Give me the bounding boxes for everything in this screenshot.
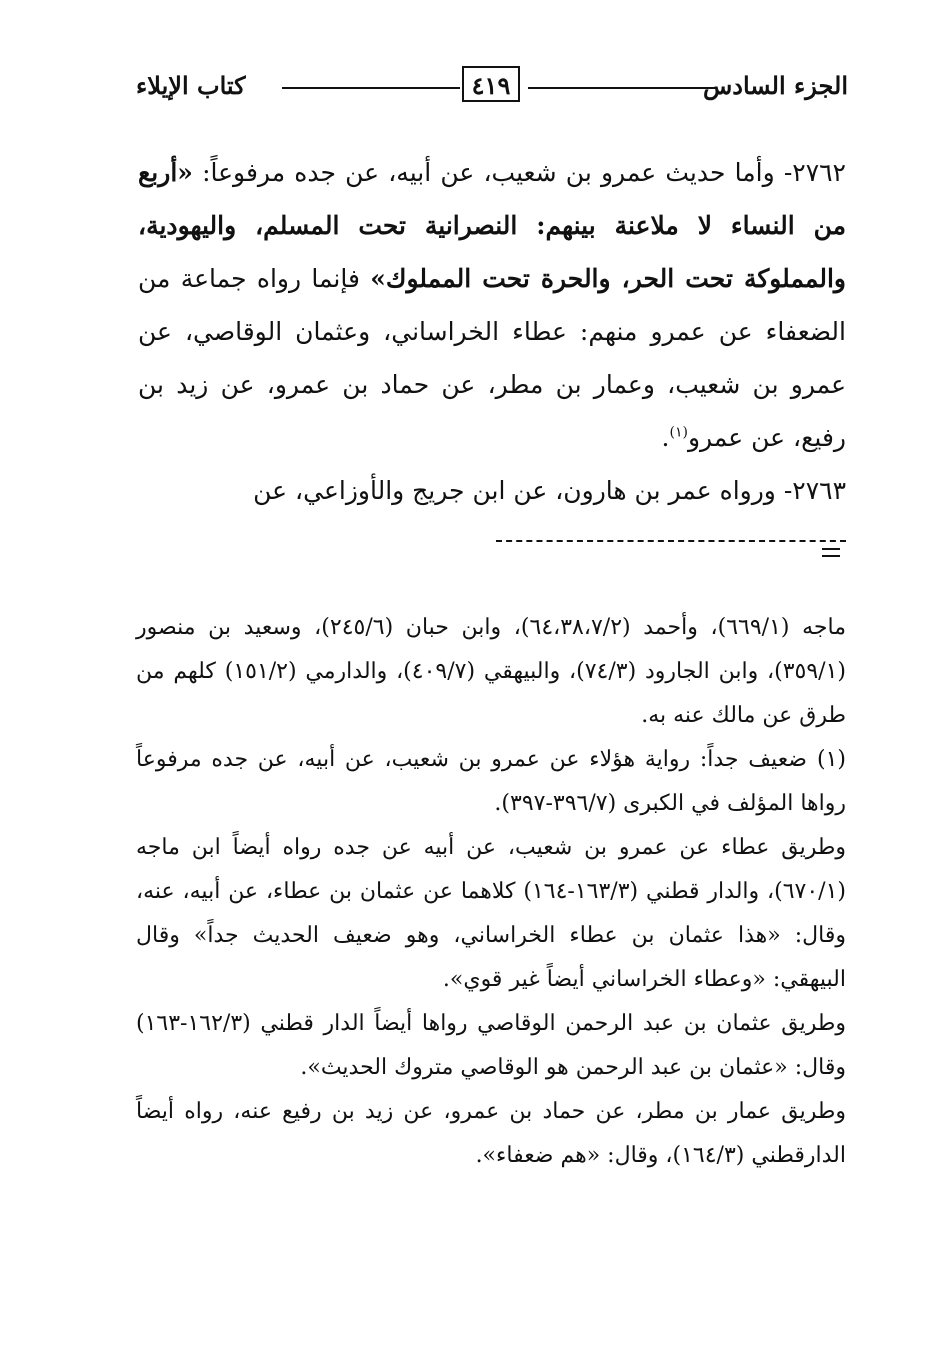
page-number: ٤١٩ [462,66,520,102]
footnote-uthman-route: وطريق عثمان بن عبد الرحمن الوقاصي رواها أيضاً الدار قطني (١٦٢/٣-١٦٣) وقال: «عثمان بن عبد الرحمن هو الوقاصي متروك الحديث». [136,1011,846,1080]
hadith-number: ٢٧٦٣- [783,476,846,505]
hadith-intro: وأما حديث عمرو بن شعيب، عن أبيه، عن جده مرفوعاً: [202,158,775,187]
header-rule-right [528,87,716,89]
header-rule-left [282,87,460,89]
main-text [138,146,846,517]
footnote-reference[interactable]: (١) [669,424,688,441]
footnote-ammar-route: وطريق عمار بن مطر، عن حماد بن عمرو، عن زيد بن رفيع عنه، رواه أيضاً الدارقطني (١٦٤/٣)، وقال: «هم ضعفاء». [136,1099,846,1168]
footnote-label: (١) [816,747,846,772]
hadith-number: ٢٧٦٢- [783,158,846,187]
hadith-commentary: فإنما رواه جماعة من الضعفاء عن عمرو منهم: عطاء الخراساني، وعثمان الوقاصي، عن عمرو بن شعيب، وعمار بن مطر، عن حماد بن عمرو، عن زيد بن رفيع، عن عمرو [138,264,846,452]
hadith-quote: «أربع من النساء لا ملاعنة بينهم: النصرانية تحت المسلم، واليهودية، والمملوكة تحت الحر، والحرة تحت المملوك» [138,158,846,293]
chapter-title: كتاب الإيلاء [136,71,246,100]
part-title: الجزء السادس [702,71,848,100]
hadith-paragraph-2763 [138,464,846,517]
continuation-line [822,555,840,557]
continuation-mark [822,548,842,562]
continuation-line [822,548,840,550]
footnote-text: ضعيف جداً: رواية هؤلاء عن عمرو بن شعيب، عن أبيه، عن جده مرفوعاً رواها المؤلف في الكبرى (٣٩٦/٧-٣٩٧). [136,747,846,816]
sentence-end: . [661,423,670,452]
hadith-text: ورواه عمر بن هارون، عن ابن جريج والأوزاعي، عن [253,476,776,505]
footnote-continuation: ماجه (٦٦٩/١)، وأحمد (٦٤،٣٨،٧/٢)، وابن حبان (٢٤٥/٦)، وسعيد بن منصور (٣٥٩/١)، وابن الجارود (٧٤/٣)، والبيهقي (٤٠٩/٧)، والدارمي (١٥١/٢) كلهم من طرق عن مالك عنه به. [136,615,847,728]
footnote-separator [496,540,846,542]
running-header [136,64,848,110]
footnotes [136,606,846,1178]
hadith-paragraph-2762 [138,146,846,464]
footnote-1 [136,738,846,826]
footnote-ata-route: وطريق عطاء عن عمرو بن شعيب، عن أبيه عن جده رواه أيضاً ابن ماجه (٦٧٠/١)، والدار قطني (١٦٣/٣-١٦٤) كلاهما عن عثمان بن عطاء، عن أبيه، عنه، وقال: «هذا عثمان بن عطاء الخراساني، وهو ضعيف الحديث جداً» وقال البيهقي: «وعطاء الخراساني أيضاً غير قوي». [136,835,846,992]
